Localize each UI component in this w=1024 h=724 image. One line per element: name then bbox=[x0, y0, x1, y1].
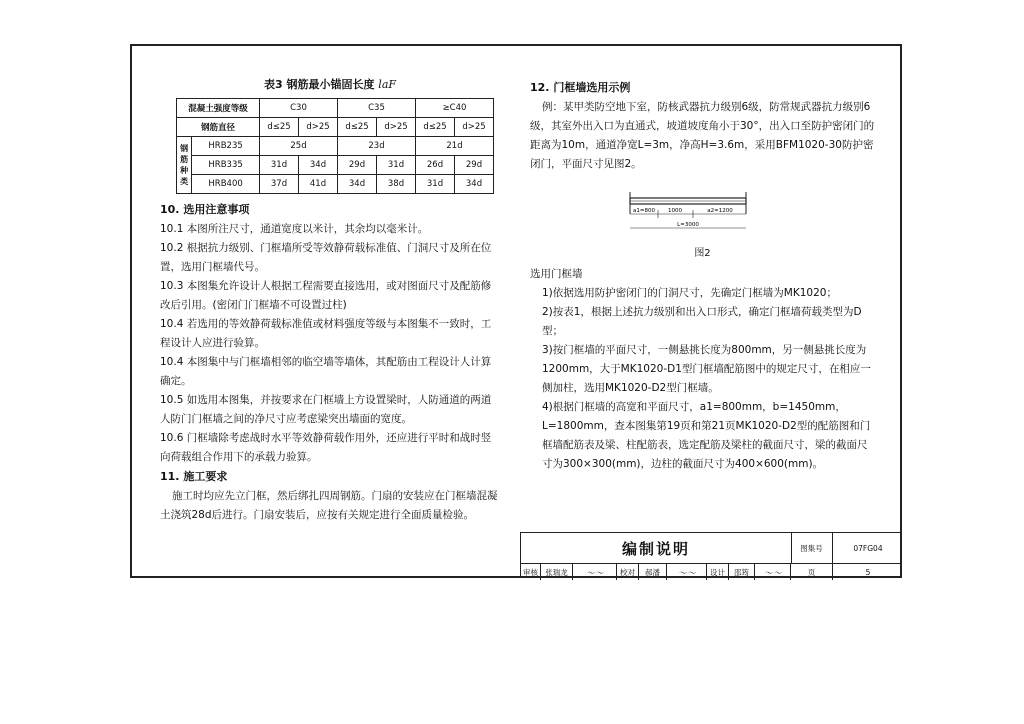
note-item: 10.4 若选用的等效静荷载标准值或材料强度等级与本图集不一致时，工程设计人应进行验算。 bbox=[160, 318, 492, 349]
grade-c30: C30 bbox=[260, 99, 338, 118]
selection-step: 2)按表1，根据上述抗力级别和出入口形式，确定门框墙荷载类型为D型； bbox=[542, 306, 862, 337]
grade-c35: C35 bbox=[338, 99, 416, 118]
table-cell: 31d bbox=[416, 175, 455, 194]
reviewer-name: 张瑞龙 bbox=[541, 564, 573, 580]
table-cell: 34d bbox=[338, 175, 377, 194]
checker-name: 郝潘 bbox=[639, 564, 667, 580]
table-cell: 41d bbox=[299, 175, 338, 194]
note-item: 10.2 根据抗力级别、门框墙所受等效静荷载标准值、门洞尺寸及所在位置，选用门框墙代号。 bbox=[160, 242, 492, 273]
table-cell: 29d bbox=[455, 156, 494, 175]
dia-cell: d>25 bbox=[455, 118, 494, 137]
atlas-label: 图集号 bbox=[791, 533, 833, 563]
row-group-label bbox=[177, 137, 192, 194]
dim-L: L=3000 bbox=[677, 222, 699, 228]
atlas-number: 07FG04 bbox=[853, 543, 883, 553]
table-cell: 26d bbox=[416, 156, 455, 175]
dia-cell: d≤25 bbox=[260, 118, 299, 137]
sheet-title: 编制说明 bbox=[521, 533, 792, 563]
row-group-text: 钢 筋 种 类 bbox=[180, 144, 189, 186]
rebar-type: HRB335 bbox=[192, 156, 260, 175]
signature-row bbox=[521, 563, 902, 580]
section-12-heading: 12. 门框墙选用示例 bbox=[530, 81, 631, 94]
section-11-heading: 11. 施工要求 bbox=[160, 470, 228, 483]
selection-step: 1)依据选用防护密闭门的门洞尺寸，先确定门框墙为MK1020； bbox=[542, 287, 837, 299]
plan-diagram bbox=[530, 184, 875, 242]
review-label: 审核 bbox=[521, 564, 541, 580]
note-item: 10.5 如选用本图集，并按要求在门框墙上方设置梁时，人防通道的两道人防门门框墙之间的净尺寸应考虑梁突出墙面的宽度。 bbox=[160, 394, 492, 425]
title-block bbox=[520, 532, 902, 578]
dim-a2: a2=1200 bbox=[707, 208, 733, 214]
check-label: 校对 bbox=[617, 564, 639, 580]
table3-title bbox=[160, 76, 500, 92]
designer-name: 邵筠 bbox=[729, 564, 755, 580]
table-cell: 37d bbox=[260, 175, 299, 194]
table-cell: 23d bbox=[338, 137, 416, 156]
header-grade: 混凝土强度等级 bbox=[177, 99, 260, 118]
table-cell: 34d bbox=[299, 156, 338, 175]
table3-symbol: laF bbox=[378, 78, 397, 91]
example-text: 例：某甲类防空地下室，防核武器抗力级别6级，防常规武器抗力级别6级，其室外出入口为直通式，坡道坡度角小于30°，出入口至防护密闭门的距离为10m，通道净宽L=3m，净高H=3.6m，采用BFM1020-30防护密闭门，平面尺寸见图2。 bbox=[530, 101, 875, 170]
dia-cell: d>25 bbox=[377, 118, 416, 137]
drawing-sheet bbox=[130, 44, 902, 578]
grade-c40: ≥C40 bbox=[416, 99, 494, 118]
left-column bbox=[160, 76, 500, 525]
dia-cell: d>25 bbox=[299, 118, 338, 137]
selection-step: 4)根据门框墙的高宽和平面尺寸，a1=800mm，b=1450mm，L=1800mm，查本图集第19页和第21页MK1020-D2型的配筋图和门框墙配筋表及梁、柱配筋表，选定配筋及梁柱的截面尺寸，梁的截面尺寸为300×300(mm)，边柱的截面尺寸为400×600(mm)。 bbox=[542, 401, 871, 470]
selection-step: 3)按门框墙的平面尺寸，一侧悬挑长度为800mm，另一侧悬挑长度为1200mm，大于MK1020-D1型门框墙配筋图中的规定尺寸，在相应一侧加柱，选用MK1020-D2型门框墙。 bbox=[542, 344, 871, 394]
page-label: 页 bbox=[791, 564, 833, 580]
table-cell: 31d bbox=[260, 156, 299, 175]
dim-a1: a1=800 bbox=[633, 208, 655, 214]
notes-section bbox=[160, 200, 500, 525]
table-cell: 29d bbox=[338, 156, 377, 175]
note-item: 10.1 本图所注尺寸，通道宽度以米计，其余均以毫米计。 bbox=[160, 223, 429, 235]
rebar-type: HRB235 bbox=[192, 137, 260, 156]
table-cell: 31d bbox=[377, 156, 416, 175]
note-item: 10.6 门框墙除考虑战时水平等效静荷载作用外，还应进行平时和战时竖向荷载组合作用下的承载力验算。 bbox=[160, 432, 492, 463]
note-item: 10.3 本图集允许设计人根据工程需要直接选用，或对图面尺寸及配筋修改后引用。(密闭门门框墙不可设置过柱) bbox=[160, 280, 492, 311]
rebar-type: HRB400 bbox=[192, 175, 260, 194]
dia-cell: d≤25 bbox=[338, 118, 377, 137]
right-column bbox=[530, 78, 875, 474]
section-10-heading: 10. 选用注意事项 bbox=[160, 203, 250, 216]
note-item: 10.4 本图集中与门框墙相邻的临空墙等墙体，其配筋由工程设计人计算确定。 bbox=[160, 356, 492, 387]
table-cell: 25d bbox=[260, 137, 338, 156]
table-cell: 38d bbox=[377, 175, 416, 194]
selection-heading: 选用门框墙 bbox=[530, 268, 583, 280]
figure-2-caption: 图2 bbox=[694, 248, 711, 259]
table3-title-text: 表3 钢筋最小锚固长度 bbox=[263, 78, 375, 91]
design-label: 设计 bbox=[707, 564, 729, 580]
page-number: 5 bbox=[865, 567, 871, 577]
header-dia: 钢筋直径 bbox=[177, 118, 260, 137]
dim-mid: 1000 bbox=[668, 208, 682, 214]
reviewer-signature: ～～ bbox=[573, 564, 617, 580]
anchorage-table bbox=[176, 98, 494, 194]
table-cell: 34d bbox=[455, 175, 494, 194]
dia-cell: d≤25 bbox=[416, 118, 455, 137]
figure-2 bbox=[530, 184, 875, 242]
designer-signature: ～～ bbox=[755, 564, 791, 580]
checker-signature: ～～ bbox=[667, 564, 707, 580]
table-cell: 21d bbox=[416, 137, 494, 156]
construction-text: 施工时均应先立门框，然后绑扎四周钢筋。门扇的安装应在门框墙混凝土浇筑28d后进行。门扇安装后，应按有关规定进行全面质量检验。 bbox=[160, 490, 498, 521]
